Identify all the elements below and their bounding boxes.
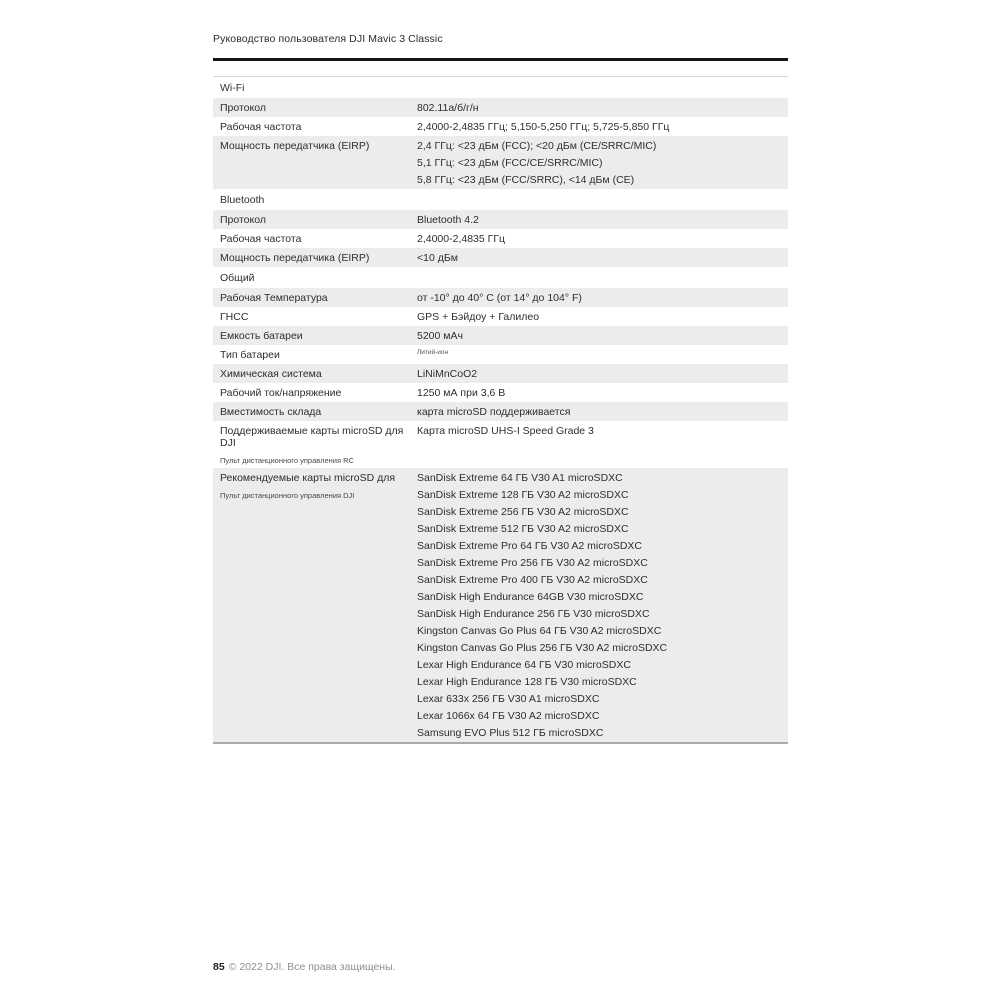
spec-label-text: ГНСС bbox=[220, 311, 249, 323]
spec-row bbox=[213, 117, 788, 136]
spec-value-line: 5200 мАч bbox=[417, 330, 463, 342]
header-divider bbox=[213, 58, 788, 61]
spec-value-line: от -10° до 40° C (от 14° до 104° F) bbox=[417, 292, 582, 304]
page-content bbox=[213, 33, 788, 744]
spec-label-cell bbox=[213, 288, 417, 307]
spec-row bbox=[213, 421, 788, 468]
spec-value-line: SanDisk Extreme Pro 64 ГБ V30 A2 microSDXC bbox=[417, 540, 642, 552]
spec-row bbox=[213, 468, 788, 742]
spec-sublabel-text: Пульт дистанционного управления DJI bbox=[220, 491, 355, 500]
spec-value-line: SanDisk Extreme 128 ГБ V30 A2 microSDXC bbox=[417, 489, 629, 501]
spec-label-text: Поддерживаемые карты microSD для DJI bbox=[220, 425, 404, 449]
spec-label-text: Емкость батареи bbox=[220, 330, 303, 342]
section-title: Wi-Fi bbox=[213, 77, 788, 98]
spec-value-line: SanDisk Extreme Pro 256 ГБ V30 A2 microSDXC bbox=[417, 557, 648, 569]
spec-value-line: LiNiMnCoO2 bbox=[417, 368, 478, 380]
spec-value-line: 2,4000-2,4835 ГГц; 5,150-5,250 ГГц; 5,725-5,850 ГГц bbox=[417, 121, 670, 133]
spec-row bbox=[213, 210, 788, 229]
spec-value-line: SanDisk High Endurance 256 ГБ V30 microSDXC bbox=[417, 608, 650, 620]
spec-value-line: 1250 мА при 3,6 В bbox=[417, 387, 506, 399]
spec-value-line: SanDisk Extreme 512 ГБ V30 A2 microSDXC bbox=[417, 523, 629, 535]
spec-label-text: Протокол bbox=[220, 102, 266, 114]
spec-value-line: Kingston Canvas Go Plus 256 ГБ V30 A2 microSDXC bbox=[417, 642, 668, 654]
spec-value-line: 5,8 ГГц: <23 дБм (FCC/SRRC), <14 дБм (CE) bbox=[417, 174, 635, 186]
spec-value-cell bbox=[417, 248, 788, 267]
spec-row bbox=[213, 248, 788, 267]
spec-value-line: GPS + Бэйдоу + Галилео bbox=[417, 311, 540, 323]
spec-label-text: Тип батареи bbox=[220, 349, 280, 361]
spec-value-line: SanDisk High Endurance 64GB V30 microSDXC bbox=[417, 591, 644, 603]
spec-row bbox=[213, 288, 788, 307]
page-footer bbox=[213, 961, 396, 973]
spec-label-cell bbox=[213, 98, 417, 117]
document-header-title: Руководство пользователя DJI Mavic 3 Classic bbox=[213, 33, 443, 45]
spec-label-cell bbox=[213, 136, 417, 189]
spec-value-cell bbox=[417, 288, 788, 307]
spec-row bbox=[213, 326, 788, 345]
spec-value-line: Lexar High Endurance 128 ГБ V30 microSDXC bbox=[417, 676, 637, 688]
spec-label-text: Мощность передатчика (EIRP) bbox=[220, 252, 370, 264]
spec-label-cell bbox=[213, 248, 417, 267]
spec-label-text: Химическая система bbox=[220, 368, 322, 380]
spec-label-cell bbox=[213, 402, 417, 421]
spec-value-line: Lexar High Endurance 64 ГБ V30 microSDXC bbox=[417, 659, 631, 671]
spec-label-text: Рекомендуемые карты microSD для bbox=[220, 472, 396, 484]
spec-label-text: Рабочая Температура bbox=[220, 292, 328, 304]
section-title: Bluetooth bbox=[213, 189, 788, 210]
copyright-text: © 2022 DJI. Все права защищены. bbox=[228, 961, 396, 973]
spec-row bbox=[213, 136, 788, 189]
spec-value-cell bbox=[417, 98, 788, 117]
spec-value-cell bbox=[417, 364, 788, 383]
spec-value-line: карта microSD поддерживается bbox=[417, 406, 571, 418]
spec-value-cell bbox=[417, 117, 788, 136]
spec-label-cell bbox=[213, 383, 417, 402]
spec-value-cell bbox=[417, 210, 788, 229]
spec-label-text: Рабочая частота bbox=[220, 121, 302, 133]
spec-value-line: Карта microSD UHS-I Speed Grade 3 bbox=[417, 425, 594, 437]
spec-label-cell bbox=[213, 345, 417, 364]
spec-value-cell bbox=[417, 421, 788, 468]
spec-label-cell bbox=[213, 210, 417, 229]
spec-value-cell bbox=[417, 229, 788, 248]
spec-label-cell bbox=[213, 326, 417, 345]
spec-value-cell bbox=[417, 136, 788, 189]
spec-label-cell bbox=[213, 117, 417, 136]
spec-value-line: Kingston Canvas Go Plus 64 ГБ V30 A2 microSDXC bbox=[417, 625, 662, 637]
spec-label-cell bbox=[213, 229, 417, 248]
spec-label-text: Протокол bbox=[220, 214, 266, 226]
spec-label-text: Рабочий ток/напряжение bbox=[220, 387, 342, 399]
spec-value-line: Bluetooth 4.2 bbox=[417, 214, 479, 226]
page-number: 85 bbox=[213, 961, 225, 973]
spec-row bbox=[213, 307, 788, 326]
spec-value-cell bbox=[417, 345, 788, 364]
spec-row bbox=[213, 402, 788, 421]
spec-value-line: 5,1 ГГц: <23 дБм (FCC/CE/SRRC/MIC) bbox=[417, 157, 603, 169]
spec-row bbox=[213, 364, 788, 383]
spec-table bbox=[213, 76, 788, 744]
spec-value-line: Lexar 633x 256 ГБ V30 A1 microSDXC bbox=[417, 693, 600, 705]
spec-value-cell bbox=[417, 326, 788, 345]
spec-label-cell bbox=[213, 468, 417, 742]
spec-label-cell bbox=[213, 364, 417, 383]
spec-row bbox=[213, 383, 788, 402]
spec-value-line: SanDisk Extreme 256 ГБ V30 A2 microSDXC bbox=[417, 506, 629, 518]
spec-value-cell bbox=[417, 402, 788, 421]
section-title: Общий bbox=[213, 267, 788, 288]
spec-value-cell bbox=[417, 468, 788, 742]
spec-value-cell bbox=[417, 383, 788, 402]
spec-row bbox=[213, 229, 788, 248]
spec-value-line: SanDisk Extreme 64 ГБ V30 A1 microSDXC bbox=[417, 472, 623, 484]
spec-label-text: Вместимость склада bbox=[220, 406, 322, 418]
spec-label-cell bbox=[213, 307, 417, 326]
spec-label-text: Рабочая частота bbox=[220, 233, 302, 245]
spec-value-line: <10 дБм bbox=[417, 252, 458, 264]
spec-sublabel-text: Пульт дистанционного управления RC bbox=[220, 456, 354, 465]
spec-label-cell bbox=[213, 421, 417, 468]
spec-value-line: Lexar 1066x 64 ГБ V30 A2 microSDXC bbox=[417, 710, 600, 722]
spec-value-line: Samsung EVO Plus 512 ГБ microSDXC bbox=[417, 727, 604, 739]
spec-value-cell bbox=[417, 307, 788, 326]
spec-value-line: 802.11a/б/г/н bbox=[417, 102, 479, 114]
spec-row bbox=[213, 345, 788, 364]
spec-value-line: 2,4 ГГц: <23 дБм (FCC); <20 дБм (CE/SRRC/MIC) bbox=[417, 140, 657, 152]
spec-row bbox=[213, 98, 788, 117]
spec-value-line: SanDisk Extreme Pro 400 ГБ V30 A2 microSDXC bbox=[417, 574, 648, 586]
spec-value-line: Литий-ион bbox=[417, 349, 449, 356]
spec-value-line: 2,4000-2,4835 ГГц bbox=[417, 233, 506, 245]
spec-label-text: Мощность передатчика (EIRP) bbox=[220, 140, 370, 152]
